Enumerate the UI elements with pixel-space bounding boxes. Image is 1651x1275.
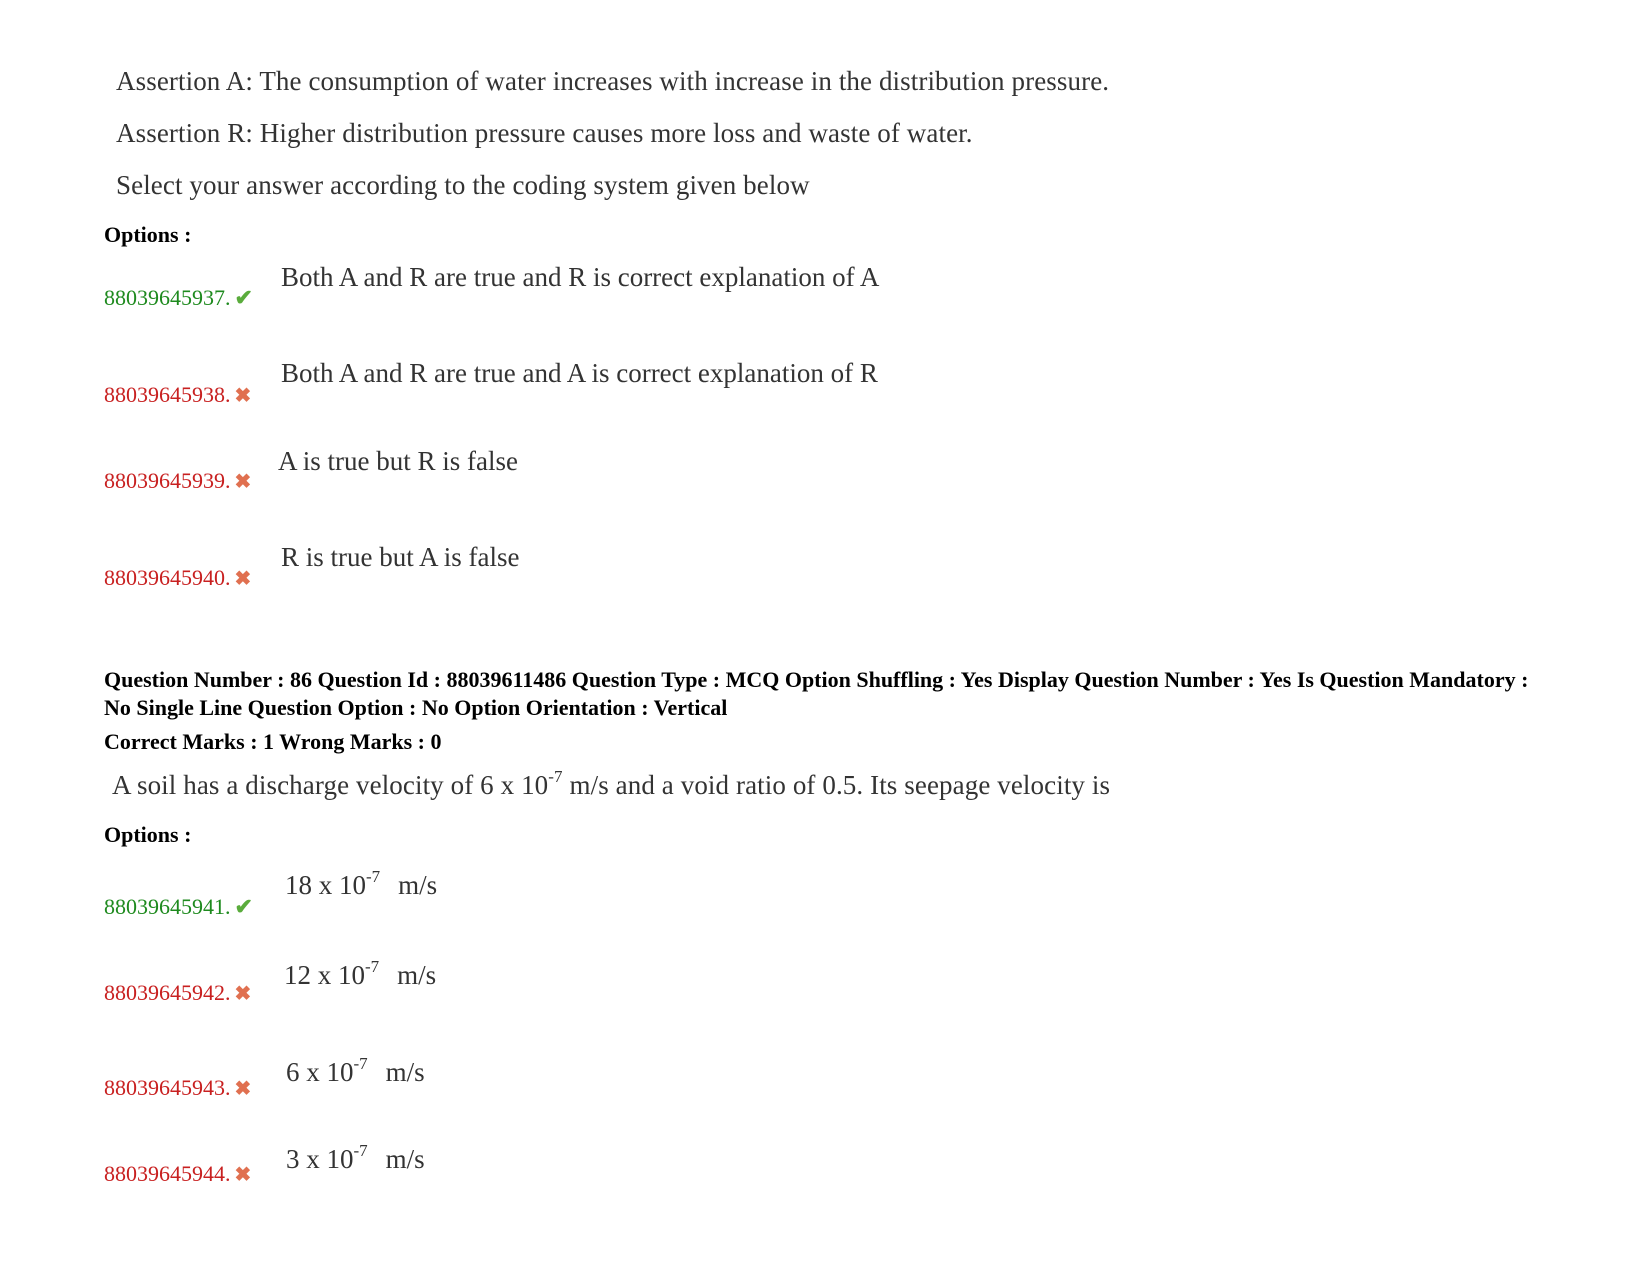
option-id: 88039645941.	[104, 894, 231, 919]
option-exponent: -7	[365, 957, 380, 976]
option-exponent: -7	[366, 867, 381, 886]
option-unit: m/s	[398, 870, 438, 900]
option-base: 3 x 10	[286, 1144, 354, 1174]
option-text	[284, 957, 437, 991]
option-id: 88039645944.	[104, 1161, 231, 1186]
question-stem	[112, 767, 1111, 801]
stem-exponent: -7	[548, 767, 563, 786]
option-exponent: -7	[353, 1141, 368, 1160]
option-id: 88039645938.	[104, 382, 231, 407]
check-mark-icon: ✔	[234, 894, 253, 919]
cross-mark-icon: ✖	[234, 568, 252, 590]
option-id: 88039645940.	[104, 565, 231, 590]
option-row	[104, 382, 251, 408]
option-text	[285, 867, 438, 901]
option-base: 6 x 10	[286, 1057, 354, 1087]
cross-mark-icon: ✖	[234, 983, 252, 1005]
option-row	[104, 1075, 251, 1101]
cross-mark-icon: ✖	[234, 1164, 252, 1186]
options-label: Options :	[104, 222, 192, 247]
option-exponent: -7	[353, 1054, 368, 1073]
option-base: 12 x 10	[284, 960, 365, 990]
cross-mark-icon: ✖	[234, 385, 252, 407]
option-text	[286, 1141, 425, 1175]
stem-text-post: m/s and a void ratio of 0.5. Its seepage velocity is	[562, 770, 1111, 800]
assertion-r: Assertion R: Higher distribution pressure causes more loss and waste of water.	[116, 118, 973, 148]
option-row	[104, 980, 251, 1006]
option-text: R is true but A is false	[281, 542, 520, 572]
option-text: A is true but R is false	[278, 446, 518, 476]
check-mark-icon: ✔	[234, 285, 253, 310]
option-text	[286, 1054, 425, 1088]
stem-text-pre: A soil has a discharge velocity of 6 x 10	[112, 770, 549, 800]
question-metadata: Question Number : 86 Question Id : 88039611486 Question Type : MCQ Option Shuffling : Yes Display Question Number : Yes Is Question Mandatory : No Single Line Question Option : No Option Orientation : Vertical	[104, 667, 1529, 720]
cross-mark-icon: ✖	[234, 1078, 252, 1100]
cross-mark-icon: ✖	[234, 471, 252, 493]
option-row	[104, 468, 251, 494]
option-id: 88039645943.	[104, 1075, 231, 1100]
option-row	[104, 285, 253, 311]
option-id: 88039645942.	[104, 980, 231, 1005]
option-row	[104, 565, 251, 591]
option-unit: m/s	[385, 1144, 425, 1174]
option-unit: m/s	[397, 960, 437, 990]
option-text: Both A and R are true and A is correct explanation of R	[281, 358, 878, 388]
options-label: Options :	[104, 822, 192, 847]
option-id: 88039645937.	[104, 285, 231, 310]
assertion-a: Assertion A: The consumption of water increases with increase in the distribution pressure.	[116, 66, 1110, 96]
option-base: 18 x 10	[285, 870, 366, 900]
marks-line: Correct Marks : 1 Wrong Marks : 0	[104, 729, 442, 754]
option-id: 88039645939.	[104, 468, 231, 493]
option-row	[104, 894, 253, 920]
option-row	[104, 1161, 251, 1187]
option-text: Both A and R are true and R is correct explanation of A	[281, 262, 880, 292]
instruction-text: Select your answer according to the coding system given below	[116, 170, 810, 200]
option-unit: m/s	[385, 1057, 425, 1087]
